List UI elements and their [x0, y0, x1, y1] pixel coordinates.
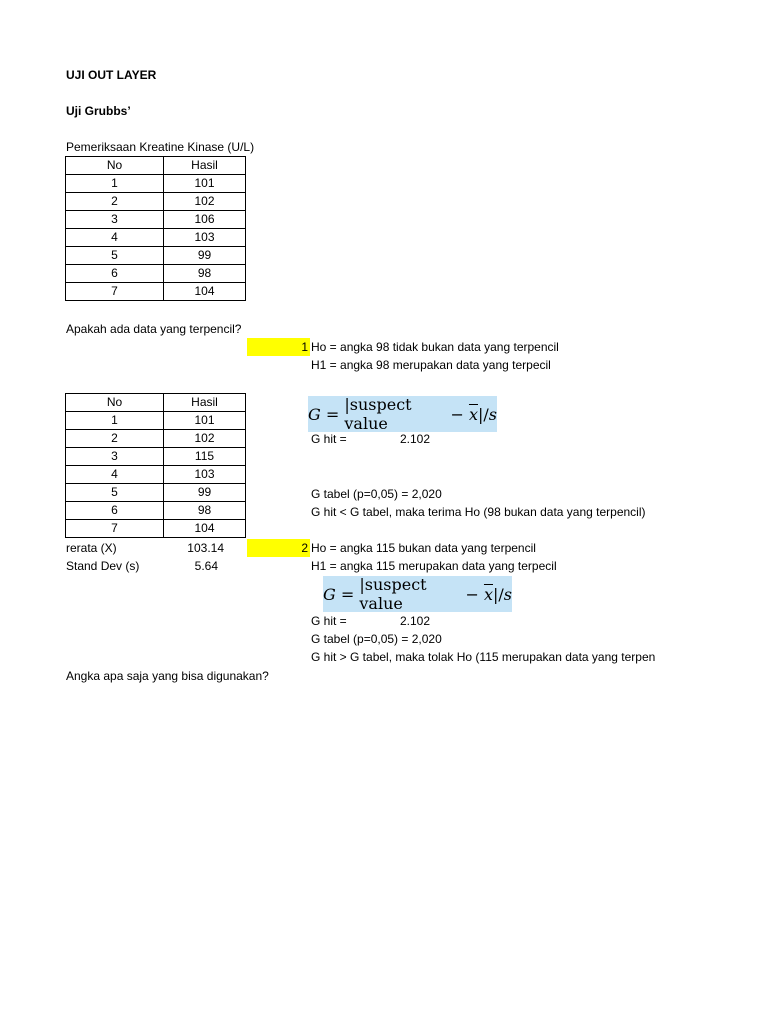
cell-no: 1	[66, 412, 164, 430]
cell-hasil: 103	[164, 229, 246, 247]
cell-no: 7	[66, 520, 164, 538]
header-hasil: Hasil	[164, 394, 246, 412]
formula-s: s	[503, 584, 512, 604]
table-row	[66, 412, 246, 430]
cell-hasil: 99	[164, 247, 246, 265]
question-usable-values: Angka apa saja yang bisa digunakan?	[66, 669, 269, 683]
header-no: No	[66, 157, 164, 175]
formula-g: G	[323, 584, 336, 604]
cell-no: 1	[66, 175, 164, 193]
data-table-1	[65, 156, 246, 301]
page-title: UJI OUT LAYER	[66, 68, 157, 82]
cell-hasil: 106	[164, 211, 246, 229]
formula-minus: −	[465, 584, 479, 604]
mean-value: 103.14	[187, 541, 224, 555]
mean-label: rerata (X)	[66, 541, 117, 555]
cell-hasil: 101	[164, 412, 246, 430]
cell-no: 6	[66, 265, 164, 283]
step-2-number: 2	[301, 541, 308, 555]
question-outlier: Apakah ada data yang terpencil?	[66, 322, 242, 336]
grubbs-formula-1	[308, 396, 497, 432]
conclusion-2: G hit > G tabel, maka tolak Ho (115 merupakan data yang terpen	[311, 650, 656, 664]
table-header-row	[66, 157, 246, 175]
table-row	[66, 229, 246, 247]
gtabel-2: G tabel (p=0,05) = 2,020	[311, 632, 442, 646]
cell-hasil: 102	[164, 193, 246, 211]
cell-no: 3	[66, 448, 164, 466]
cell-no: 2	[66, 430, 164, 448]
cell-no: 2	[66, 193, 164, 211]
cell-no: 3	[66, 211, 164, 229]
cell-hasil: 98	[164, 265, 246, 283]
table-row	[66, 520, 246, 538]
table-row	[66, 211, 246, 229]
formula-close: |/	[478, 404, 489, 424]
conclusion-1: G hit < G tabel, maka terima Ho (98 bukan data yang terpencil)	[311, 505, 646, 519]
table-row	[66, 430, 246, 448]
step-1-number: 1	[301, 340, 308, 354]
sd-value: 5.64	[194, 559, 218, 573]
cell-hasil: 104	[164, 283, 246, 301]
grubbs-formula-2	[323, 576, 512, 612]
cell-no: 4	[66, 229, 164, 247]
formula-g: G	[308, 404, 321, 424]
ghit-2-label: G hit =	[311, 614, 347, 628]
cell-hasil: 99	[164, 484, 246, 502]
cell-hasil: 115	[164, 448, 246, 466]
table-row	[66, 175, 246, 193]
table-header-row	[66, 394, 246, 412]
ghit-1-label: G hit =	[311, 432, 347, 446]
table-row	[66, 484, 246, 502]
section-label: Pemeriksaan Kreatine Kinase (U/L)	[66, 140, 255, 154]
cell-no: 4	[66, 466, 164, 484]
data-table-2	[65, 393, 246, 538]
cell-hasil: 98	[164, 502, 246, 520]
step-1-ho: Ho = angka 98 tidak bukan data yang terpencil	[311, 340, 559, 354]
cell-no: 5	[66, 247, 164, 265]
table-row	[66, 193, 246, 211]
cell-hasil: 103	[164, 466, 246, 484]
cell-no: 6	[66, 502, 164, 520]
step-2-h1: H1 = angka 115 merupakan data yang terpecil	[311, 559, 557, 573]
cell-hasil: 104	[164, 520, 246, 538]
gtabel-1: G tabel (p=0,05) = 2,020	[311, 487, 442, 501]
step-2-ho: Ho = angka 115 bukan data yang terpencil	[311, 541, 536, 555]
formula-xbar: $\overline{x}$	[483, 584, 493, 604]
sd-label: Stand Dev (s)	[66, 559, 140, 573]
formula-xbar: $\overline{x}$	[468, 404, 478, 424]
cell-hasil: 102	[164, 430, 246, 448]
table-row	[66, 283, 246, 301]
formula-eq: =	[340, 584, 355, 604]
cell-hasil: 101	[164, 175, 246, 193]
header-no: No	[66, 394, 164, 412]
ghit-1-value: 2.102	[400, 432, 431, 446]
step-1-h1: H1 = angka 98 merupakan data yang terpecil	[311, 358, 551, 372]
cell-no: 7	[66, 283, 164, 301]
page-subtitle: Uji Grubbs’	[66, 104, 131, 118]
formula-eq: =	[325, 404, 340, 424]
table-row	[66, 502, 246, 520]
formula-close: |/	[493, 584, 504, 604]
formula-open: |suspect value	[344, 395, 412, 433]
cell-no: 5	[66, 484, 164, 502]
table-row	[66, 466, 246, 484]
formula-s: s	[488, 404, 497, 424]
header-hasil: Hasil	[164, 157, 246, 175]
formula-minus: −	[450, 404, 464, 424]
formula-open: |suspect value	[359, 575, 427, 613]
table-row	[66, 247, 246, 265]
table-row	[66, 448, 246, 466]
table-row	[66, 265, 246, 283]
ghit-2-value: 2.102	[400, 614, 431, 628]
